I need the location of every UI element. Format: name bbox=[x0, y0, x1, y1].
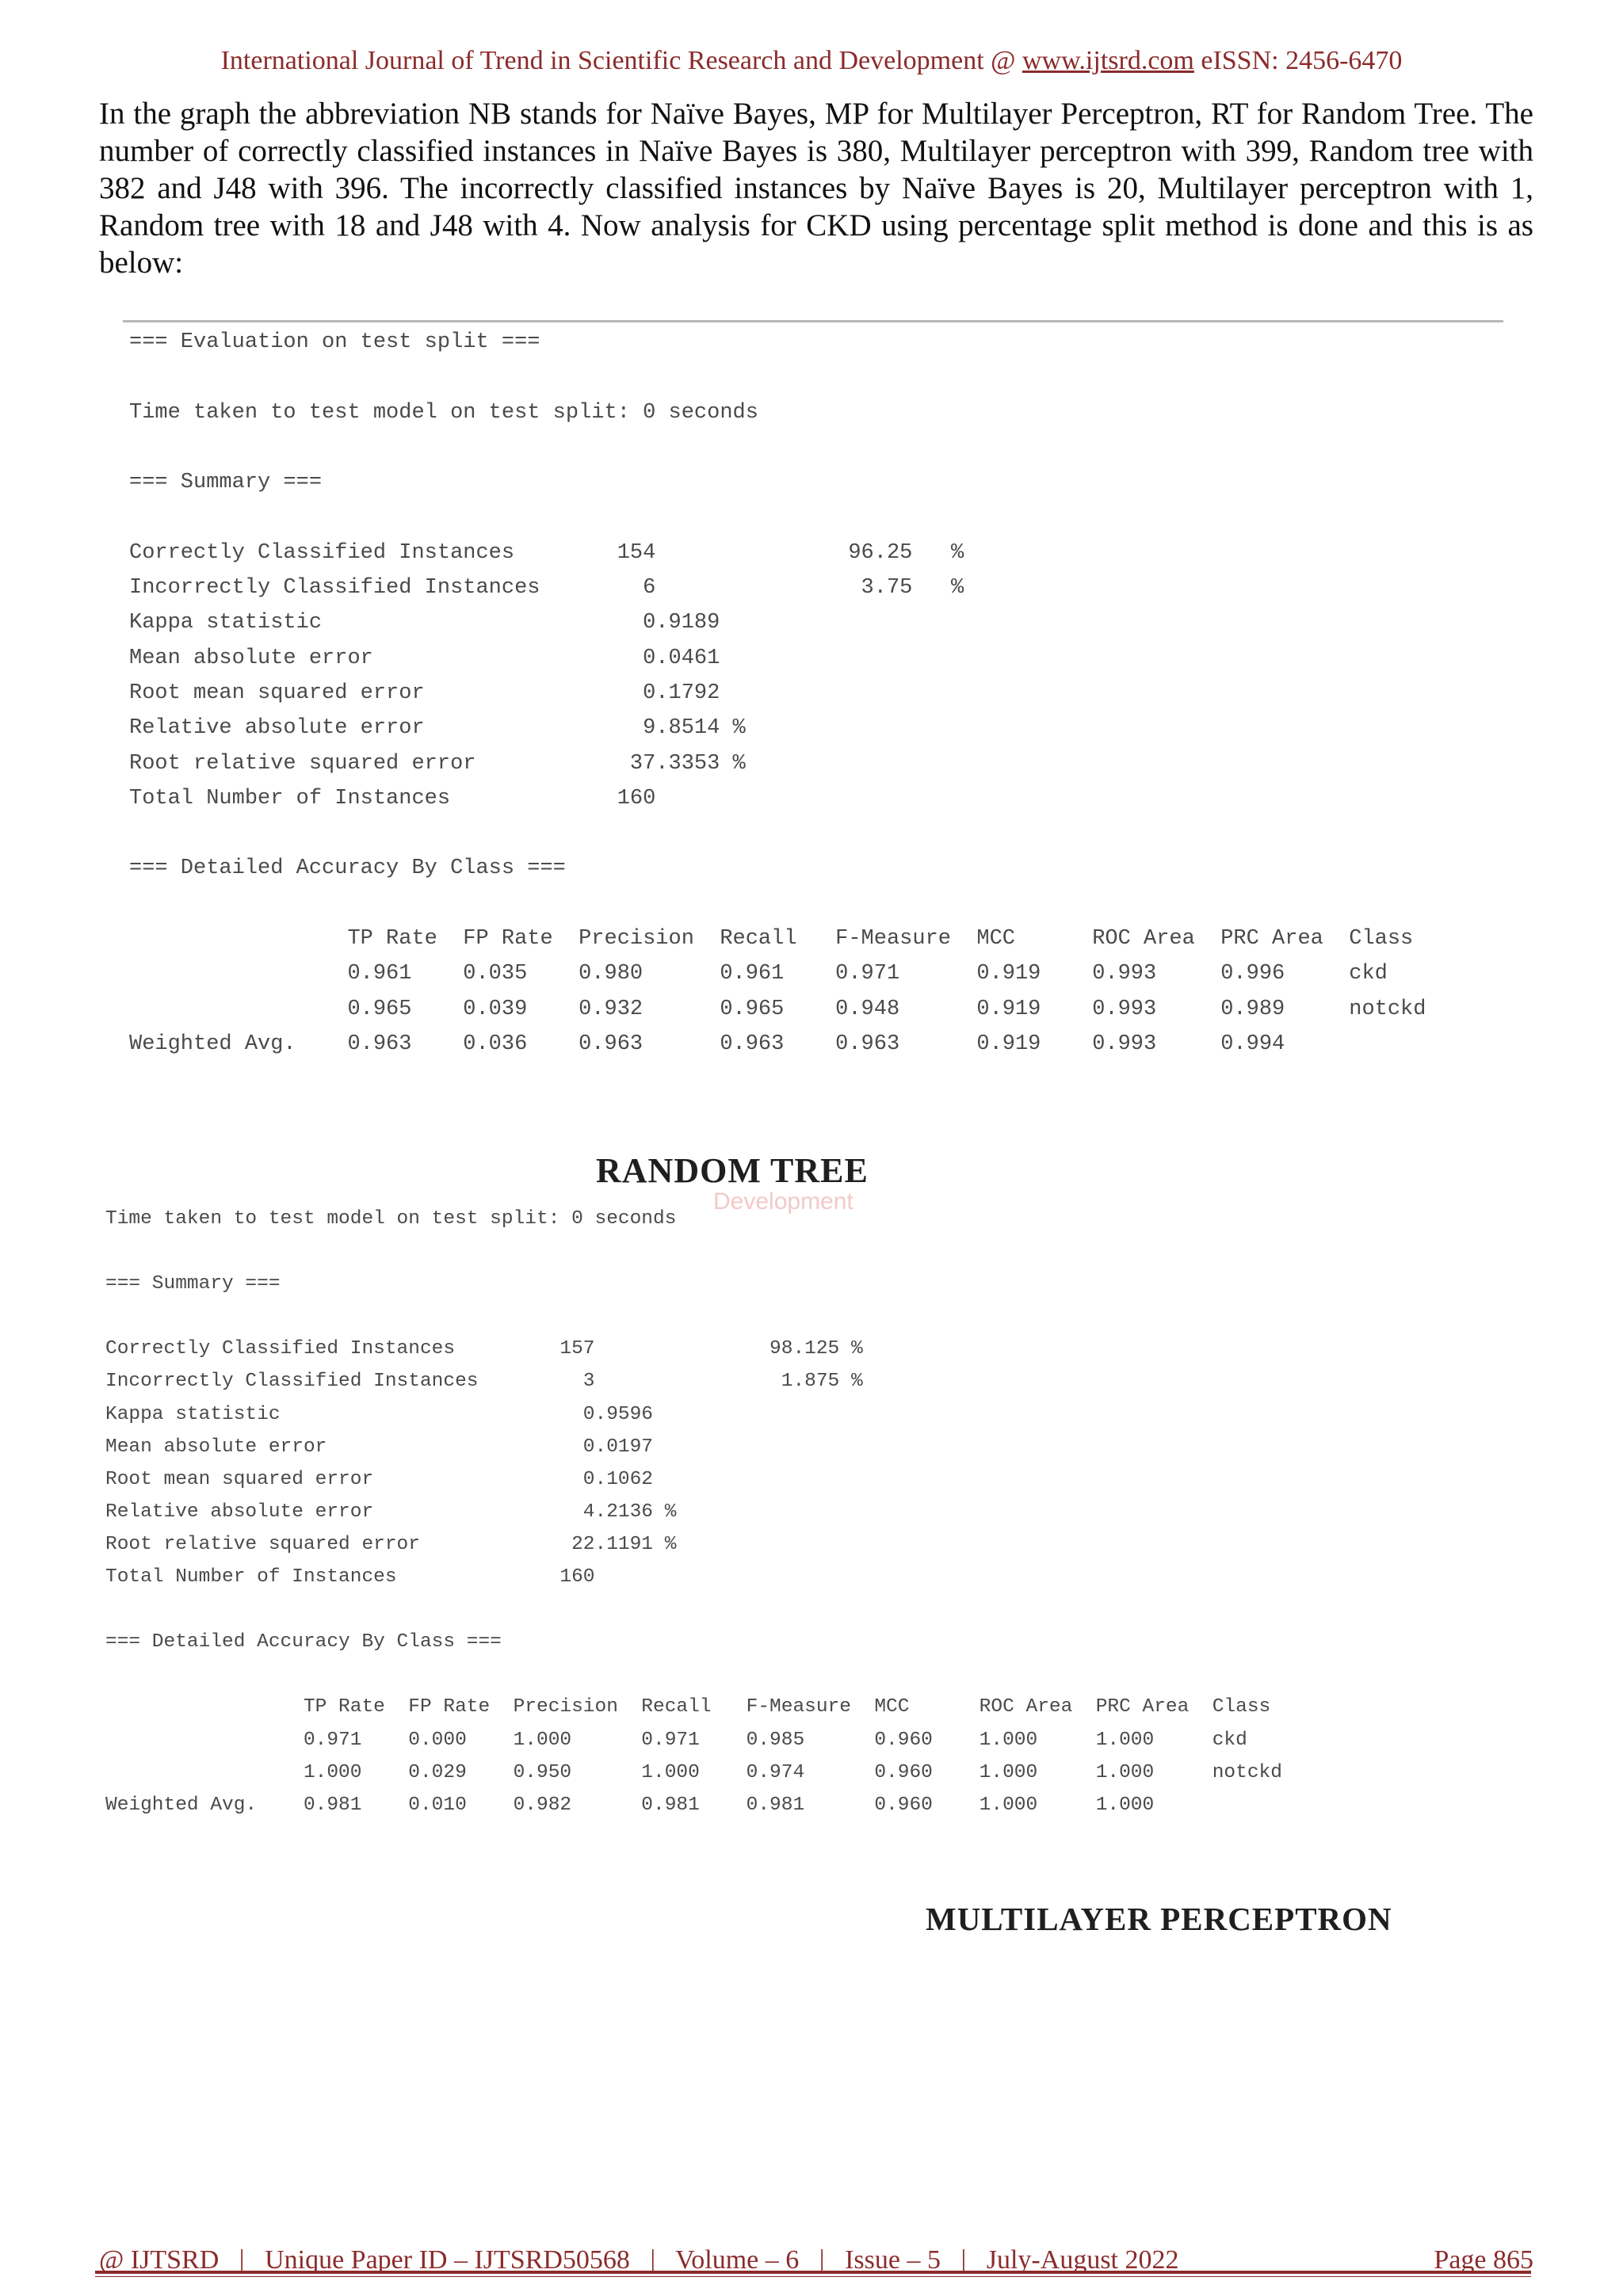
figure-top-rule bbox=[123, 320, 1503, 322]
weka-output-evaluation: === Evaluation on test split === Time taken to test model on test split: 0 seconds === Summary === Correctly Classified Instances 154 96.25 % Incorrectly Classified Instances 6 3.75 % Kappa statistic 0.9189 Mean absolute error 0.0461 Root mean squared error 0.1792 Relative absolute error 9.8514 % Root relative squared error 37.3353 % Total Number of Instances 160 === Detailed Accuracy By Class === TP Rate FP Rate Precision Recall F-Measure MCC ROC Area PRC Area Class 0.961 0.035 0.980 0.961 0.971 0.919 0.993 0.996 ckd 0.965 0.039 0.932 0.965 0.948 0.919 0.993 0.989 notckd Weighted Avg. 0.963 0.036 0.963 0.963 0.963 0.919 0.993 0.994 bbox=[129, 330, 1426, 1056]
caption-random-tree: RANDOM TREE bbox=[596, 1151, 869, 1190]
caption-multilayer-perceptron: MULTILAYER PERCEPTRON bbox=[926, 1901, 1392, 1937]
footer-rule-thin bbox=[95, 2276, 1531, 2277]
watermark-text: Development bbox=[713, 1188, 854, 1215]
running-footer bbox=[99, 2245, 1533, 2275]
weka-output-random-tree: Time taken to test model on test split: 0 seconds === Summary === Correctly Classified Instances 157 98.125 % Incorrectly Classified Instances 3 1.875 % Kappa statistic 0.9596 Mean absolute error 0.0197 Root mean squared error 0.1062 Relative absolute error 4.2136 % Root relative squared error 22.1191 % Total Number of Instances 160 === Detailed Accuracy By Class === TP Rate FP Rate Precision Recall F-Measure MCC ROC Area PRC Area Class 0.971 0.000 1.000 0.971 0.985 0.960 1.000 1.000 ckd 1.000 0.029 0.950 1.000 0.974 0.960 1.000 1.000 notckd Weighted Avg. 0.981 0.010 0.982 0.981 0.981 0.960 1.000 1.000 bbox=[105, 1208, 1282, 1816]
footer-info: @ IJTSRD | Unique Paper ID – IJTSRD50568 | Volume – 6 | Issue – 5 | July-August 2022 bbox=[99, 2245, 1179, 2275]
page-number: Page 865 bbox=[1434, 2245, 1533, 2275]
journal-link[interactable]: www.ijtsrd.com bbox=[1022, 46, 1194, 75]
intro-paragraph: In the graph the abbreviation NB stands for Naïve Bayes, MP for Multilayer Perceptron, RT for Random Tree. The number of correctly classified instances in Naïve Bayes is 380, Multilayer perceptron with 399, Random tree with 382 and J48 with 396. The incorrectly classified instances by Naïve Bayes is 20, Multilayer perceptron with 1, Random tree with 18 and J48 with 4. Now analysis for CKD using percentage split method is done and this is as below: bbox=[99, 97, 1533, 280]
journal-name: International Journal of Trend in Scientific Research and Development @ bbox=[220, 46, 1022, 75]
running-header bbox=[0, 46, 1623, 76]
journal-issn: eISSN: 2456-6470 bbox=[1193, 46, 1403, 75]
